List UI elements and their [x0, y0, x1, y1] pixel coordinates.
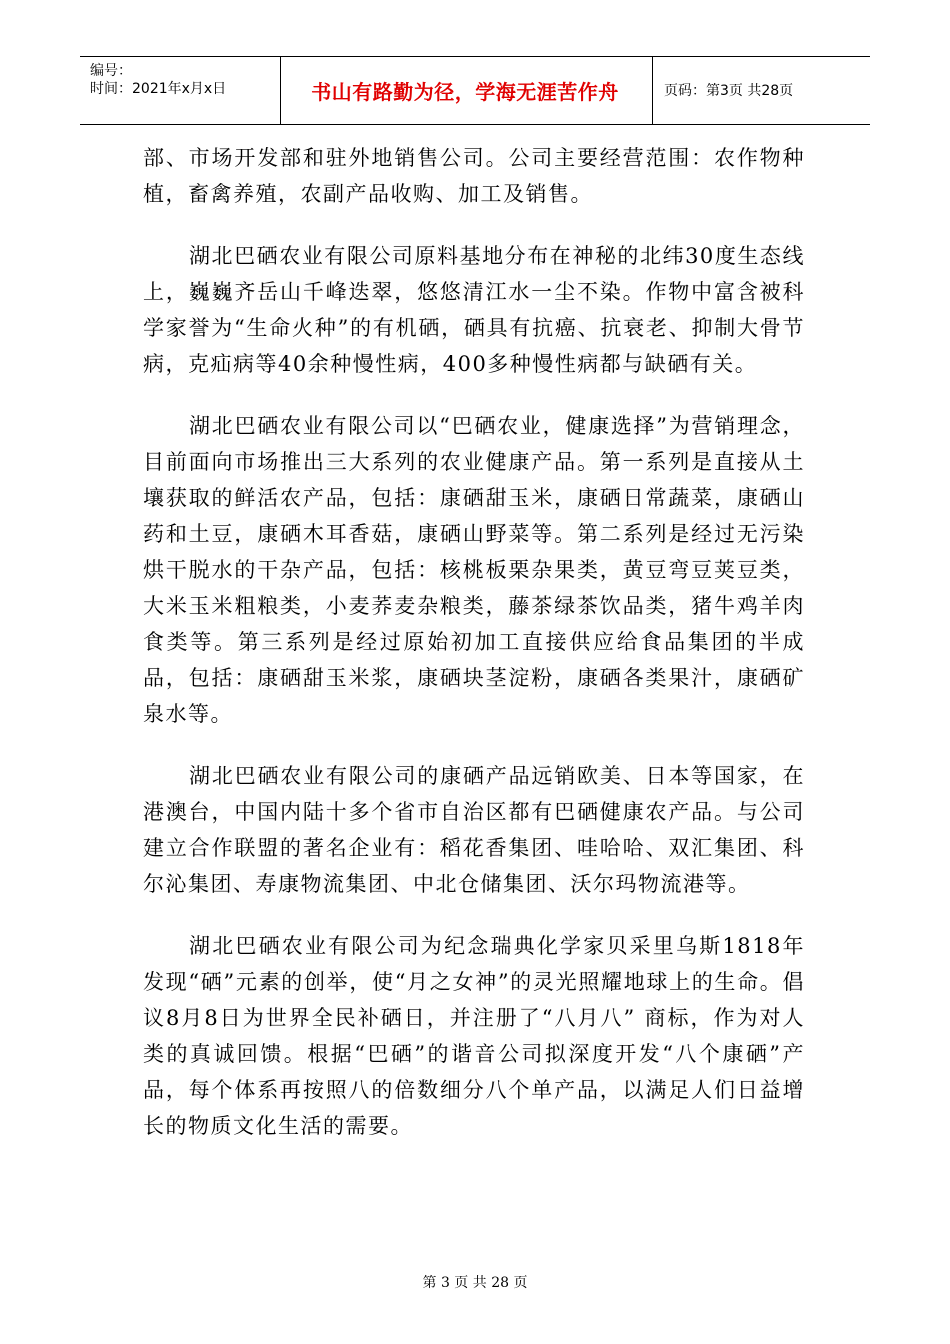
paragraph: 湖北巴硒农业有限公司原料基地分布在神秘的北纬30度生态线上，巍巍齐岳山千峰迭翠，悠悠清江水一尘不染。作物中富含被科学家誉为“生命火种”的有机硒，硒具有抗癌、抗衰老、抑制大骨节病，克疝病等40余种慢性病，400多种慢性病都与缺硒有关。 [143, 244, 805, 376]
paragraph: 湖北巴硒农业有限公司为纪念瑞典化学家贝采里乌斯1818年发现“硒”元素的创举，使“月之女神”的灵光照耀地球上的生命。倡议8月8日为世界全民补硒日，并注册了“八月八” 商标，作为对人类的真诚回馈。根据“巴硒”的谐音公司拟深度开发“八个康硒”产品，每个体系再按照八的倍数细分八个单产品，以满足人们日益增长的物质文化生活的需要。 [143, 934, 805, 1138]
header-meta [90, 62, 226, 98]
header-number-label: 编号： [90, 63, 132, 79]
document-body [143, 140, 805, 1170]
header-divider-right [652, 56, 653, 124]
paragraph: 湖北巴硒农业有限公司的康硒产品远销欧美、日本等国家，在港澳台，中国内陆十多个省市自治区都有巴硒健康农产品。与公司建立合作联盟的著名企业有：稻花香集团、哇哈哈、双汇集团、科尔沁集团、寿康物流集团、中北仓储集团、沃尔玛物流港等。 [143, 764, 805, 896]
paragraph: 湖北巴硒农业有限公司以“巴硒农业，健康选择”为营销理念，目前面向市场推出三大系列的农业健康产品。第一系列是直接从土壤获取的鲜活农产品，包括：康硒甜玉米，康硒日常蔬菜，康硒山药和土豆，康硒木耳香菇，康硒山野菜等。第二系列是经过无污染烘干脱水的干杂产品，包括：核桃板栗杂果类，黄豆弯豆荚豆类，大米玉米粗粮类，小麦荞麦杂粮类，藤茶绿茶饮品类，猪牛鸡羊肉食类等。第三系列是经过原始初加工直接供应给食品集团的半成品，包括：康硒甜玉米浆，康硒块茎淀粉，康硒各类果汁，康硒矿泉水等。 [143, 414, 805, 726]
header-bottom-rule [80, 124, 870, 125]
header-time-label: 时间：2021年x月x日 [90, 81, 227, 97]
page-footer: 第 3 页 共 28 页 [422, 1275, 528, 1291]
header-motto: 书山有路勤为径，学海无涯苦作舟 [311, 80, 619, 104]
paragraph-continued: 部、市场开发部和驻外地销售公司。公司主要经营范围：农作物种植，畜禽养殖，农副产品收购、加工及销售。 [143, 146, 805, 206]
header-top-rule [80, 56, 870, 57]
header-page-info: 页码：第3页 共28页 [664, 83, 794, 99]
page-header [80, 56, 870, 124]
